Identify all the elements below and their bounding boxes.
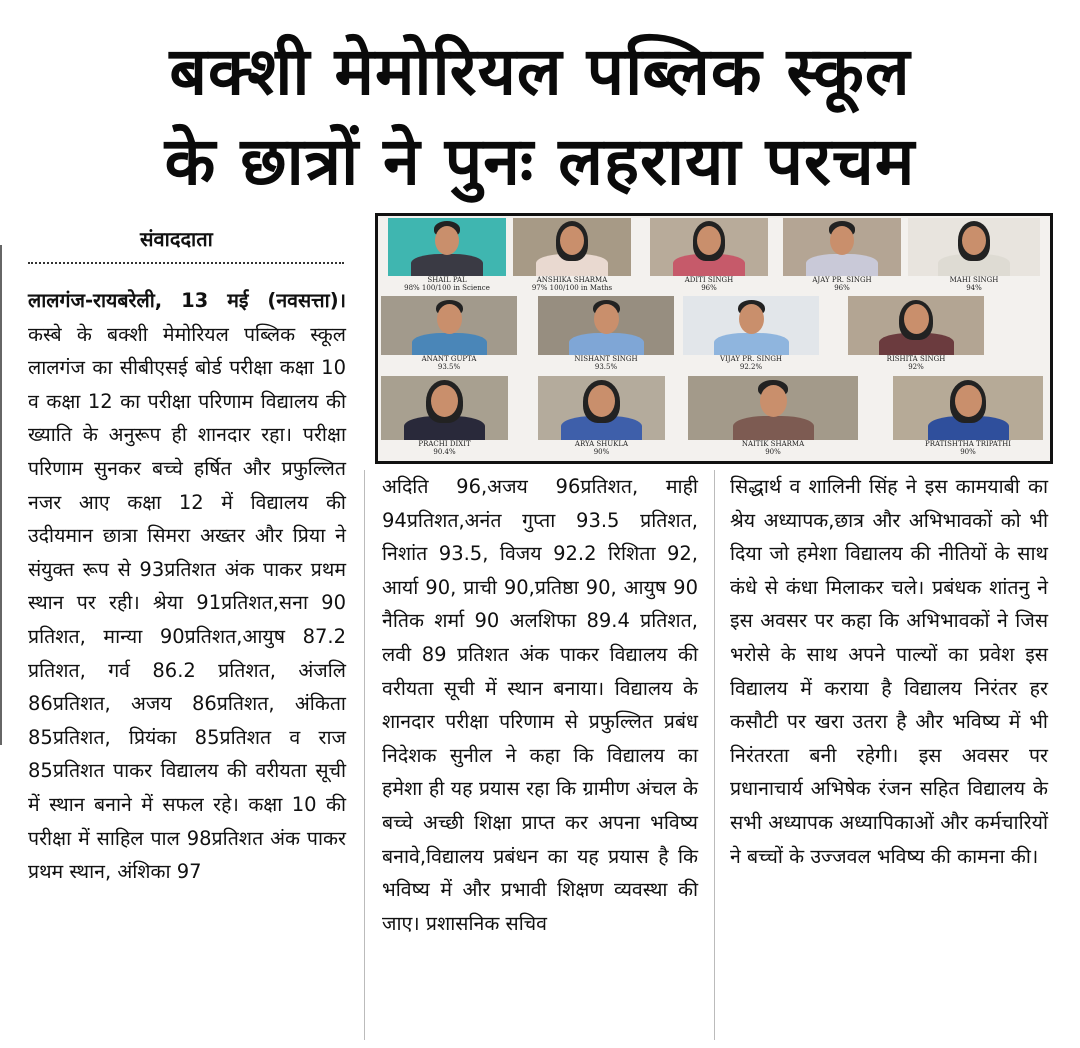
student-figure xyxy=(806,254,878,277)
student-name: NAITIK SHARMA xyxy=(741,440,805,448)
student-face xyxy=(830,226,854,255)
student-photo xyxy=(538,376,665,456)
column-separator xyxy=(714,470,715,1040)
student-photo xyxy=(848,296,984,371)
student-caption xyxy=(381,440,508,456)
student-score: 98% 100/100 in Science xyxy=(404,284,490,292)
student-photo xyxy=(783,218,901,292)
student-face xyxy=(588,385,615,417)
student-score: 97% 100/100 in Maths xyxy=(531,284,613,292)
student-face xyxy=(739,304,764,334)
student-caption xyxy=(538,355,674,371)
student-caption xyxy=(783,276,901,292)
student-score: 93.5% xyxy=(594,363,618,371)
student-name: VIJAY PR. SINGH xyxy=(719,355,783,363)
student-figure xyxy=(411,254,483,277)
student-figure xyxy=(569,333,644,357)
student-face xyxy=(697,226,721,255)
article-column-1 xyxy=(28,284,346,889)
student-photo xyxy=(650,218,768,292)
student-caption xyxy=(893,440,1043,456)
student-face xyxy=(431,385,458,417)
student-photo xyxy=(688,376,858,456)
student-figure xyxy=(733,416,814,442)
student-name: PRATISHTHA TRIPATHI xyxy=(924,440,1012,448)
student-name: PRACHI DIXIT xyxy=(418,440,471,448)
student-caption xyxy=(908,276,1040,292)
student-score: 96% xyxy=(834,284,850,292)
student-score: 96% xyxy=(701,284,717,292)
student-score: 92.2% xyxy=(739,363,763,371)
student-score: 93.5% xyxy=(437,363,461,371)
student-caption xyxy=(381,355,517,371)
student-caption xyxy=(683,355,819,371)
student-score: 90.4% xyxy=(433,448,456,456)
student-face xyxy=(760,385,787,417)
column-1-text: कस्बे के बक्शी मेमोरियल पब्लिक स्कूल लालगंज का सीबीएसई बोर्ड परीक्षा कक्षा 10 व कक्षा 12 का परीक्षा परिणाम विद्यालय की ख्याति के अनुरूप ही शानदार रहा। परीक्षा परिणाम सुनकर बच्चे हर्षित और प्रफुल्लित नजर आए कक्षा 12 में विद्यालय की उदीयमान छात्रा सिमरा अख्तर और प्रिया ने संयुक्त रूप से 93प्रतिशत अंक पाकर प्रथम स्थान पर रही। श्रेया 91प्रतिशत,सना 90 प्रतिशत, मान्या 90प्रतिशत,आयुष 87.2 प्रतिशत, गर्व 86.2 प्रतिशत, अंजलि 86प्रतिशत, अजय 86प्रतिशत, अंकिता 85प्रतिशत, प्रियंका 85प्रतिशत व राज 85प्रतिशत पाकर विद्यालय की वरीयता सूची में स्थान बनाने में सफल रहे। कक्षा 10 की परीक्षा में साहिल पाल 98प्रतिशत अंक पाकर प्रथम स्थान, अंशिका 97 xyxy=(28,322,346,884)
student-name: SHAIL PAL xyxy=(427,276,467,284)
student-score: 90% xyxy=(593,448,610,456)
column-separator xyxy=(364,470,365,1040)
student-photo xyxy=(893,376,1043,456)
student-face xyxy=(904,304,929,334)
student-figure xyxy=(714,333,789,357)
student-name: ANSHIKA SHARMA xyxy=(536,276,608,284)
student-face xyxy=(560,226,584,255)
student-photo-collage xyxy=(375,213,1053,464)
student-score: 90% xyxy=(765,448,781,456)
student-face xyxy=(955,385,982,417)
student-photo xyxy=(538,296,674,371)
student-face xyxy=(962,226,986,255)
student-name: ARYA SHUKLA xyxy=(574,440,629,448)
dateline: लालगंज-रायबरेली, 13 मई (नवसत्ता)। xyxy=(28,289,346,312)
student-photo xyxy=(381,376,508,456)
student-caption xyxy=(538,440,665,456)
headline-line-2: के छात्रों ने पुनः लहराया परचम xyxy=(164,123,916,200)
left-margin-rule xyxy=(0,245,2,745)
student-caption xyxy=(688,440,858,456)
student-photo xyxy=(388,218,506,292)
student-caption xyxy=(388,276,506,292)
student-caption xyxy=(848,355,984,371)
student-name: MAHI SINGH xyxy=(949,276,999,284)
article-column-2: अदिति 96,अजय 96प्रतिशत, माही 94प्रतिशत,अनंत गुप्ता 93.5 प्रतिशत, निशांत 93.5, विजय 92.2 रिशिता 92, आर्या 90, प्राची 90,प्रतिष्ठा 90, आयुष 90 नैतिक शर्मा 90 अलशिफा 89.4 प्रतिशत, लवी 89 प्रतिशत अंक पाकर विद्यालय की वरीयता सूची में स्थान बनाया। विद्यालय के शानदार परीक्षा परिणाम से प्रफुल्लित प्रबंध निदेशक सुनील ने कहा कि विद्यालय का हमेशा ही यह प्रयास रहा कि ग्रामीण अंचल के बच्चे अच्छी शिक्षा प्राप्त कर अपना भविष्य बनावे,विद्यालय प्रबंधन का यह प्रयास है कि भविष्य में और प्रभावी शिक्षण व्यवस्था की जाए। प्रशासनिक सचिव xyxy=(382,475,698,935)
student-photo xyxy=(908,218,1040,292)
student-photo xyxy=(513,218,631,292)
student-score: 90% xyxy=(960,448,976,456)
student-figure xyxy=(412,333,487,357)
article-column-3: सिद्धार्थ व शालिनी सिंह ने इस कामयाबी का श्रेय अध्यापक,छात्र और अभिभावकों को भी दिया जो हमेशा विद्यालय की नीतियों के साथ कंधे से कंधा मिलाकर चले। प्रबंधक शांतनु ने इस अवसर पर कहा कि अभिभावकों ने जिस भरोसे के साथ अपने पाल्यों का प्रवेश इस विद्यालय में कराया है विद्यालय निरंतर हर कसौटी पर खरा उतरा है और भविष्य में भी निरंतरता बनी रहेगी। इस अवसर पर प्रधानाचार्य अभिषेक रंजन सहित विद्यालय के सभी अध्यापक अध्यापिकाओं और कर्मचारियों ने बच्चों के उज्जवल भविष्य की कामना की। xyxy=(730,475,1048,868)
student-caption xyxy=(650,276,768,292)
student-face xyxy=(594,304,619,334)
student-face xyxy=(437,304,462,334)
student-face xyxy=(435,226,459,255)
student-name: AJAY PR. SINGH xyxy=(812,276,872,284)
student-name: RISHITA SINGH xyxy=(886,355,946,363)
headline-line-1: बक्शी मेमोरियल पब्लिक स्कूल xyxy=(169,33,911,110)
student-name: ADITI SINGH xyxy=(684,276,734,284)
student-name: NISHANT SINGH xyxy=(574,355,638,363)
student-photo xyxy=(381,296,517,371)
student-score: 92% xyxy=(908,363,924,371)
student-photo xyxy=(683,296,819,371)
byline-divider xyxy=(28,262,344,264)
student-caption xyxy=(513,276,631,292)
student-score: 94% xyxy=(966,284,982,292)
byline: संवाददाता xyxy=(140,227,213,251)
student-name: ANANT GUPTA xyxy=(421,355,477,363)
